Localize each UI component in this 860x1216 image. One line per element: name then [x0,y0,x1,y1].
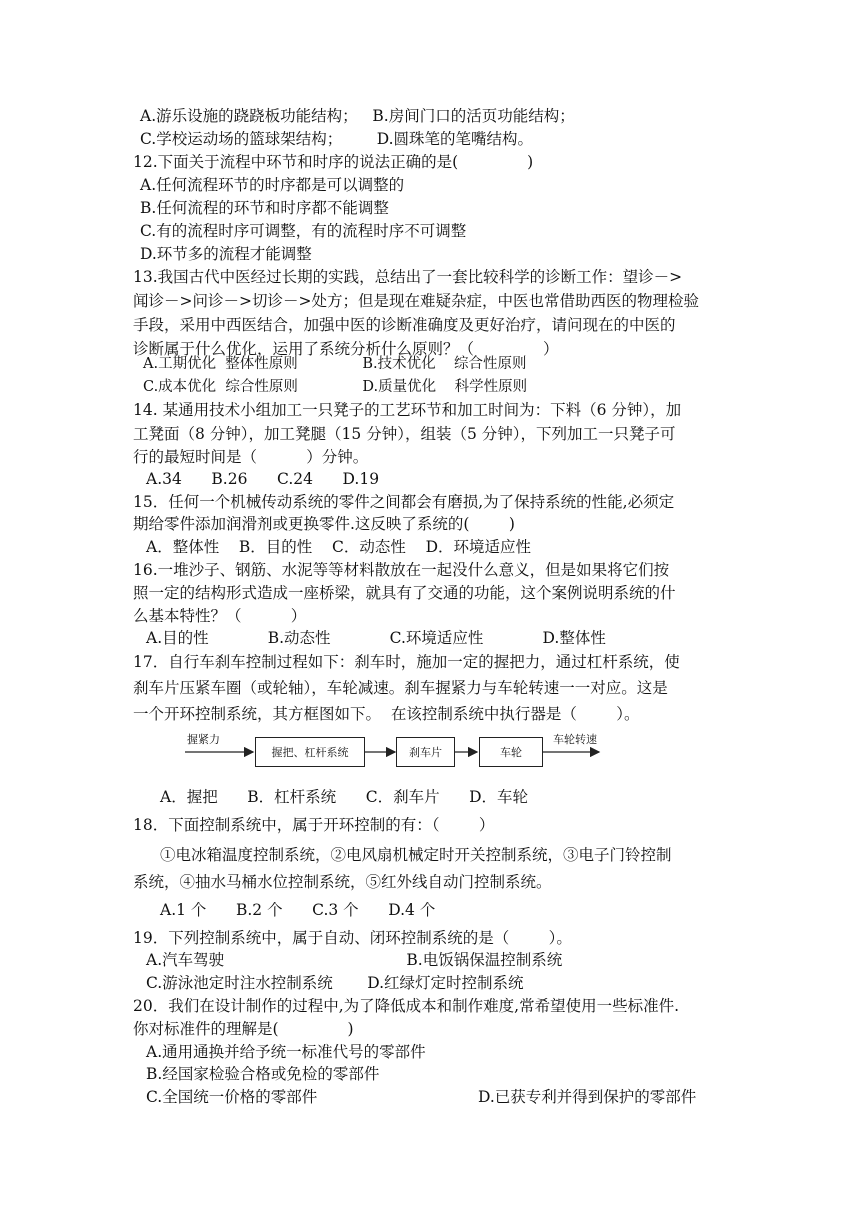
q14-stem-line1: 14. 某通用技术小组加工一只凳子的工艺环节和加工时间为：下料（6 分钟），加 [133,401,682,419]
diagram-block-wheel: 车轮 [479,737,543,767]
q20-option-b: B.经国家检验合格或免检的零部件 [146,1065,380,1083]
q12-option-a: A.任何流程环节的时序都是可以调整的 [140,176,405,194]
diagram-output-label: 车轮转速 [553,733,597,746]
q17-stem-line3: 一个开环控制系统，其方框图如下。 在该控制系统中执行器是（ ）。 [133,705,640,723]
q20-option-d: D.已获专利并得到保护的零部件 [478,1088,697,1106]
q11-options-cd: C.学校运动场的篮球架结构； D.圆珠笔的笔嘴结构。 [140,130,534,148]
q14-stem-line2: 工凳面（8 分钟），加工凳腿（15 分钟），组装（5 分钟），下列加工一只凳子可 [133,425,676,443]
q12-option-b: B.任何流程的环节和时序都不能调整 [140,199,389,217]
q13-stem-line4: 诊断属于什么优化，运用了系统分析什么原则？（ ） [133,340,559,358]
q16-stem-line2: 照一定的结构形式造成一座桥梁，就具有了交通的功能，这个案例说明系统的什 [133,584,676,602]
q17-stem-line1: 17．自行车刹车控制过程如下：刹车时，施加一定的握把力，通过杠杆系统，使 [133,653,680,671]
q20-option-a: A.通用通换并给予统一标准代号的零部件 [146,1043,426,1061]
q16-stem-line1: 16.一堆沙子、钢筋、水泥等等材料散放在一起没什么意义，但是如果将它们按 [133,561,670,579]
q18-items-line2: 系统，④抽水马桶水位控制系统，⑤红外线自动门控制系统。 [133,873,552,891]
q14-options: A.34 B.26 C.24 D.19 [146,470,380,488]
q13-stem-line3: 手段，采用中西医结合，加强中医的诊断准确度及更好治疗，请问现在的中医的 [133,316,676,334]
q12-option-c: C.有的流程时序可调整，有的流程时序不可调整 [140,222,467,240]
q19-options-ab: A.汽车驾驶 B.电饭锅保温控制系统 [146,951,563,969]
q13-options-cd: C.成本优化 综合性原则 D.质量优化 科学性原则 [143,379,528,395]
diagram-block-brake-pad: 刹车片 [396,737,455,767]
q15-stem-line1: 15．任何一个机械传动系统的零件之间都会有磨损,为了保持系统的性能,必须定 [133,493,675,511]
q19-stem: 19．下列控制系统中，属于自动、闭环控制系统的是（ ）。 [133,929,572,947]
q18-stem: 18．下面控制系统中，属于开环控制的有：（ ） [133,816,495,834]
q20-stem-line1: 20．我们在设计制作的过程中,为了降低成本和制作难度,常希望使用一些标准件. [133,997,680,1015]
q13-stem-line2: 闻诊－>问诊－>切诊－>处方；但是现在难疑杂症，中医也常借助西医的物理检验 [133,292,699,310]
block-diagram [185,731,615,777]
q17-options: A．握把 B．杠杆系统 C．刹车片 D．车轮 [160,788,529,806]
diagram-input-label: 握紧力 [187,733,220,746]
q13-stem-line1: 13.我国古代中医经过长期的实践，总结出了一套比较科学的诊断工作：望诊－> [133,268,683,286]
q17-stem-line2: 刹车片压紧车圈（或轮轴），车轮减速。刹车握紧力与车轮转速一一对应。这是 [133,679,668,697]
diagram-block-handle-lever: 握把、杠杆系统 [255,737,365,767]
q18-items-line1: ①电冰箱温度控制系统，②电风扇机械定时开关控制系统，③电子门铃控制 [160,846,672,864]
q11-options-ab: A.游乐设施的跷跷板功能结构； B.房间门口的活页功能结构； [140,107,575,125]
q12-option-d: D.环节多的流程才能调整 [140,245,312,263]
q15-stem-line2: 期给零件添加润滑剂或更换零件.这反映了系统的( ) [133,515,515,533]
q14-stem-line3: 行的最短时间是（ ）分钟。 [133,448,369,466]
q16-options: A.目的性 B.动态性 C.环境适应性 D.整体性 [146,629,606,647]
q15-options: A．整体性 B．目的性 C．动态性 D．环境适应性 [146,538,531,556]
q19-options-cd: C.游泳池定时注水控制系统 D.红绿灯定时控制系统 [146,974,524,992]
q12-stem: 12.下面关于流程中环节和时序的说法正确的是( ) [133,153,534,171]
q13-options-ab: A.工期优化 整体性原则 B.技术优化 综合性原则 [143,356,527,372]
q20-stem-line2: 你对标准件的理解是( ) [133,1020,354,1038]
q18-options: A.1 个 B.2 个 C.3 个 D.4 个 [160,901,436,919]
q16-stem-line3: 么基本特性？（ ） [133,607,307,625]
q20-option-c: C.全国统一价格的零部件 [146,1088,318,1106]
